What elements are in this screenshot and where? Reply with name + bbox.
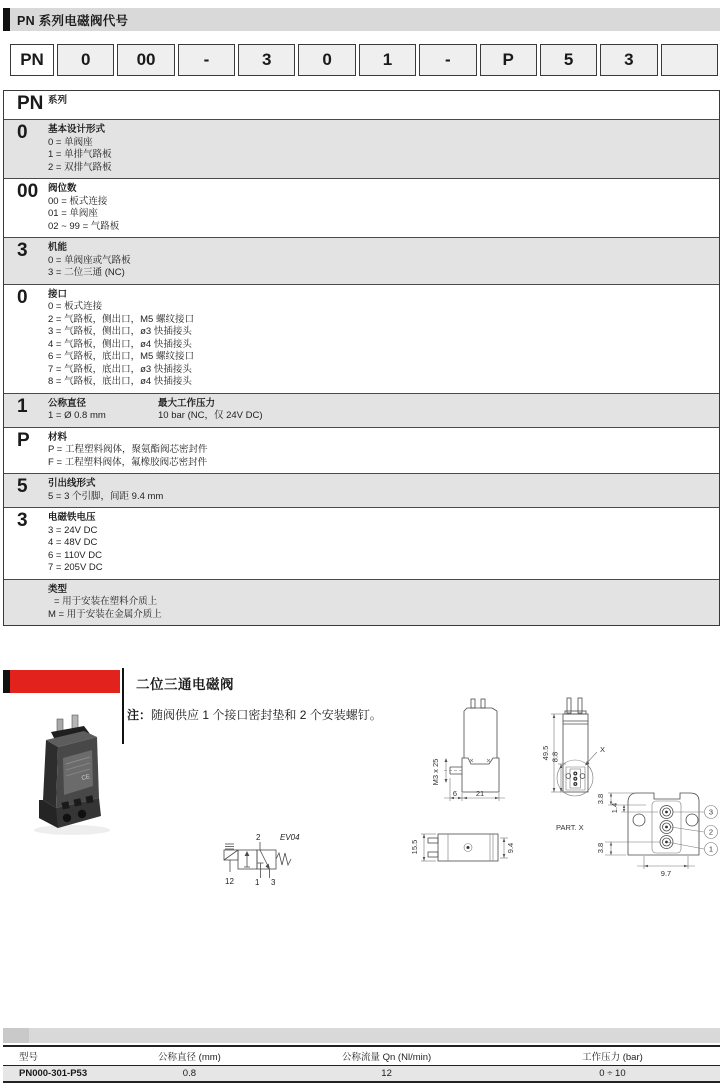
row-option: 7 = 205V DC xyxy=(48,562,103,573)
spec-table-strip-edge xyxy=(3,1028,29,1043)
row-option: 3 = 24V DC xyxy=(48,524,98,536)
table-row xyxy=(4,507,719,579)
port-3-callout: 3 xyxy=(708,807,714,817)
code-cell-dash1: - xyxy=(178,44,235,76)
valve-photo xyxy=(22,710,122,838)
port-2-callout: 2 xyxy=(708,827,714,837)
row-code: 1 xyxy=(17,395,28,417)
page-title: PN 系列电磁阀代号 xyxy=(17,13,129,28)
section-divider xyxy=(122,668,124,744)
section-title: 二位三通电磁阀 xyxy=(136,677,234,692)
table-row xyxy=(4,119,719,178)
spec-pressure-value: 0 ÷ 10 xyxy=(505,1066,720,1083)
spec-header-pressure: 工作压力 (bar) xyxy=(505,1046,720,1066)
dim-88-label: 8.8 xyxy=(550,751,560,763)
row-option: 3 = 二位三通 (NC) xyxy=(48,267,125,278)
table-row xyxy=(4,579,719,626)
table-row xyxy=(4,427,719,474)
code-cell-diameter: 1 xyxy=(359,44,416,76)
part-x-label: PART. X xyxy=(556,823,584,832)
table-row xyxy=(4,473,719,507)
dim-21-label: 21 xyxy=(475,789,485,798)
row-title: 类型 xyxy=(48,583,68,595)
row-title: 系列 xyxy=(48,95,68,106)
row-title: 阀位数 xyxy=(48,183,77,194)
code-explanation-table xyxy=(3,90,720,626)
spec-data-row xyxy=(3,1066,720,1083)
dim-94-label: 9.4 xyxy=(506,842,515,854)
note-text: 随阀供应 1 个接口密封垫和 2 个安装螺钉。 xyxy=(151,708,382,722)
row-code: PN xyxy=(17,93,44,114)
code-cell-port: 0 xyxy=(298,44,355,76)
row-option: 01 = 单阀座 xyxy=(48,208,98,219)
note-label: 注： xyxy=(127,708,152,722)
technical-drawings xyxy=(400,680,724,912)
row-title: 基本设计形式 xyxy=(48,124,106,135)
row-title: 接口 xyxy=(48,288,68,300)
symbol-port-3: 3 xyxy=(271,878,276,887)
code-cell-dash2: - xyxy=(419,44,476,76)
row-option: 6 = 气路板，底出口，M5 螺纹接口 xyxy=(48,351,194,362)
top-view-drawing xyxy=(428,834,498,861)
code-cell-design: 0 xyxy=(57,44,114,76)
row-option: 2 = 双排气路板 xyxy=(48,161,112,173)
row-option: 10 bar (NC，仅 24V DC) xyxy=(158,410,263,421)
row-title: 公称直径 xyxy=(48,397,87,409)
row-option: 4 = 48V DC xyxy=(48,537,98,548)
spec-model-value: PN000-301-P53 xyxy=(3,1066,111,1083)
row-code: 0 xyxy=(17,286,28,308)
row-option: 2 = 气路板，侧出口，M5 螺纹接口 xyxy=(48,313,194,325)
spec-header-flow: 公称流量 Qn (Nl/min) xyxy=(268,1046,505,1066)
code-cell-positions: 00 xyxy=(117,44,174,76)
row-option: P = 工程塑料阀体，聚氨酯阀芯密封件 xyxy=(48,444,208,455)
spec-table xyxy=(3,1045,720,1083)
header-accent-bar xyxy=(3,8,10,31)
row-option: 0 = 板式连接 xyxy=(48,301,103,312)
row-option: 3 = 气路板，侧出口，ø3 快插接头 xyxy=(48,326,192,337)
side-view-drawing xyxy=(444,699,499,792)
row-option: 5 = 3 个引脚，间距 9.4 mm xyxy=(48,490,164,502)
section-accent-black xyxy=(3,670,10,693)
code-cell-type xyxy=(661,44,718,76)
table-row xyxy=(4,237,719,284)
header-strip xyxy=(10,8,720,31)
dim-155-label: 15.5 xyxy=(410,839,419,855)
row-code: P xyxy=(17,429,30,451)
table-row xyxy=(4,393,719,427)
part-x-drawing xyxy=(628,793,699,855)
table-row xyxy=(4,178,719,237)
section-note xyxy=(127,706,382,723)
svg-text:CE: CE xyxy=(81,774,91,782)
row-title-pressure: 最大工作压力 xyxy=(158,397,216,409)
spec-diameter-value: 0.8 xyxy=(111,1066,269,1083)
row-option: 02 ~ 99 = 气路板 xyxy=(48,220,120,232)
row-option: 00 = 板式连接 xyxy=(48,195,108,207)
row-code: 0 xyxy=(17,122,28,143)
row-code: 3 xyxy=(17,510,28,531)
symbol-port-12: 12 xyxy=(225,877,234,886)
row-option: = 用于安装在塑料介质上 xyxy=(54,596,158,607)
detail-ref-label: X xyxy=(600,745,606,754)
symbol-port-1: 1 xyxy=(255,878,260,887)
spec-table-strip xyxy=(3,1028,720,1043)
row-option: 4 = 气路板，侧出口，ø4 快插接头 xyxy=(48,338,192,350)
row-option: 0 = 单阀座 xyxy=(48,136,93,148)
code-cell-voltage: 3 xyxy=(600,44,657,76)
section-accent-red xyxy=(10,670,120,693)
row-code xyxy=(4,583,48,622)
spec-header-diameter: 公称直径 (mm) xyxy=(111,1046,269,1066)
row-option: 0 = 单阀座或气路板 xyxy=(48,254,131,266)
spec-header-model: 型号 xyxy=(3,1046,111,1066)
code-cell-leads: 5 xyxy=(540,44,597,76)
row-option: M = 用于安装在金属介质上 xyxy=(48,608,162,620)
row-code: 5 xyxy=(17,476,28,497)
page-header xyxy=(3,8,720,31)
row-code: 3 xyxy=(17,240,28,261)
spec-header-row xyxy=(3,1046,720,1066)
row-option: 7 = 气路板，底出口，ø3 快插接头 xyxy=(48,363,192,375)
row-title: 引出线形式 xyxy=(48,478,96,489)
row-code: 00 xyxy=(17,181,39,202)
code-cell-series: PN xyxy=(10,44,54,76)
row-option: 6 = 110V DC xyxy=(48,549,102,561)
dim-38-top-label: 3.8 xyxy=(596,793,605,805)
table-row xyxy=(4,91,719,119)
dim-height-label: 49.5 xyxy=(541,745,550,761)
symbol-model-label: EV04 xyxy=(280,833,300,842)
dim-14-label: 1.4 xyxy=(610,802,619,814)
row-option: 1 = 单排气路板 xyxy=(48,149,112,160)
order-code-row xyxy=(10,44,718,76)
spec-flow-value: 12 xyxy=(268,1066,505,1083)
row-option: 8 = 气路板，底出口，ø4 快插接头 xyxy=(48,376,192,387)
dim-6-label: 6 xyxy=(452,789,458,798)
dim-38-bottom-label: 3.8 xyxy=(596,842,605,854)
pneumatic-symbol xyxy=(222,832,322,888)
front-view-drawing xyxy=(557,698,593,796)
code-cell-material: P xyxy=(480,44,537,76)
table-row xyxy=(4,284,719,393)
code-cell-function: 3 xyxy=(238,44,295,76)
row-title: 电磁铁电压 xyxy=(48,512,96,523)
row-option: 1 = Ø 0.8 mm xyxy=(48,410,106,421)
port-1-callout: 1 xyxy=(708,844,714,854)
symbol-port-2: 2 xyxy=(256,833,261,842)
dim-97-label: 9.7 xyxy=(660,869,672,878)
dim-thread-label: M3 x 25 xyxy=(431,758,440,786)
row-title: 材料 xyxy=(48,431,68,443)
row-title: 机能 xyxy=(48,242,68,253)
row-option: F = 工程塑料阀体，氟橡胶阀芯密封件 xyxy=(48,456,208,468)
